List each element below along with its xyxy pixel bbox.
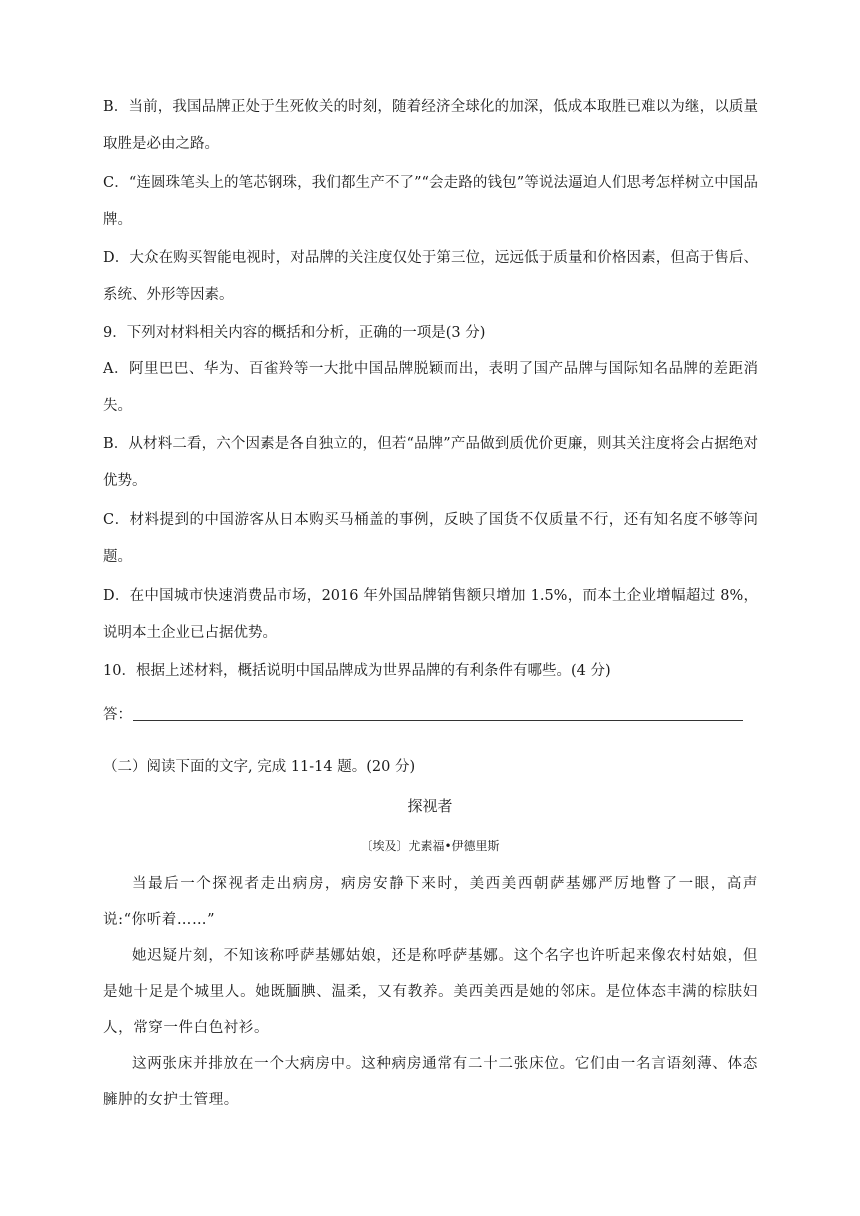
q10-stem: 10．根据上述材料，概括说明中国品牌成为世界品牌的有利条件有哪些。(4 分) (103, 663, 611, 679)
passage-title: 探视者 (407, 797, 453, 815)
q9-option-d: D．在中国城市快速消费品市场，2016 年外国品牌销售额只增加 1.5%，而本土企业增幅超过 8%，说明本土企业已占据优势。 (103, 588, 758, 641)
answer-line[interactable] (133, 720, 743, 721)
q9-option-c: C．材料提到的中国游客从日本购买马桶盖的事例，反映了国货不仅质量不行，还有知名度不够等问题。 (103, 512, 758, 565)
answer-label: 答： (103, 707, 132, 723)
answer-area[interactable] (103, 700, 743, 730)
q9-stem: 9．下列对材料相关内容的概括和分析，正确的一项是(3 分) (103, 325, 486, 341)
q8-option-c: C．“连圆珠笔头上的笔芯钢珠，我们都生产不了”“会走路的钱包”等说法逼迫人们思考怎样树立中国品牌。 (103, 175, 758, 228)
q8-option-d: D．大众在购买智能电视时，对品牌的关注度仅处于第三位，远远低于质量和价格因素，但高于售后、系统、外形等因素。 (103, 250, 758, 303)
passage-paragraph: 这两张床并排放在一个大病房中。这种病房通常有二十二张床位。它们由一名言语刻薄、体态臃肿的女护士管理。 (103, 1056, 758, 1108)
section-heading: （二）阅读下面的文字, 完成 11-14 题。(20 分) (103, 759, 416, 775)
q9-option-b: B．从材料二看，六个因素是各自独立的，但若“品牌”产品做到质优价更廉，则其关注度将会占据绝对优势。 (103, 436, 758, 489)
q9-option-a: A．阿里巴巴、华为、百雀羚等一大批中国品牌脱颖而出，表明了国产品牌与国际知名品牌的差距消失。 (103, 361, 758, 414)
passage-paragraph: 当最后一个探视者走出病房，病房安静下来时，美西美西朝萨基娜严厉地瞥了一眼，高声说:“你听着……” (103, 876, 758, 928)
passage-author: 〔埃及〕尤素福•伊德里斯 (360, 839, 500, 853)
passage-paragraph: 她迟疑片刻，不知该称呼萨基娜姑娘，还是称呼萨基娜。这个名字也许听起来像农村姑娘，但是她十足是个城里人。她既腼腆、温柔，又有教养。美西美西是她的邻床。是位体态丰满的棕肤妇人，常穿一件白色衬衫。 (103, 948, 758, 1036)
q8-option-b: B．当前，我国品牌正处于生死攸关的时刻，随着经济全球化的加深，低成本取胜已难以为继，以质量取胜是必由之路。 (103, 99, 758, 152)
